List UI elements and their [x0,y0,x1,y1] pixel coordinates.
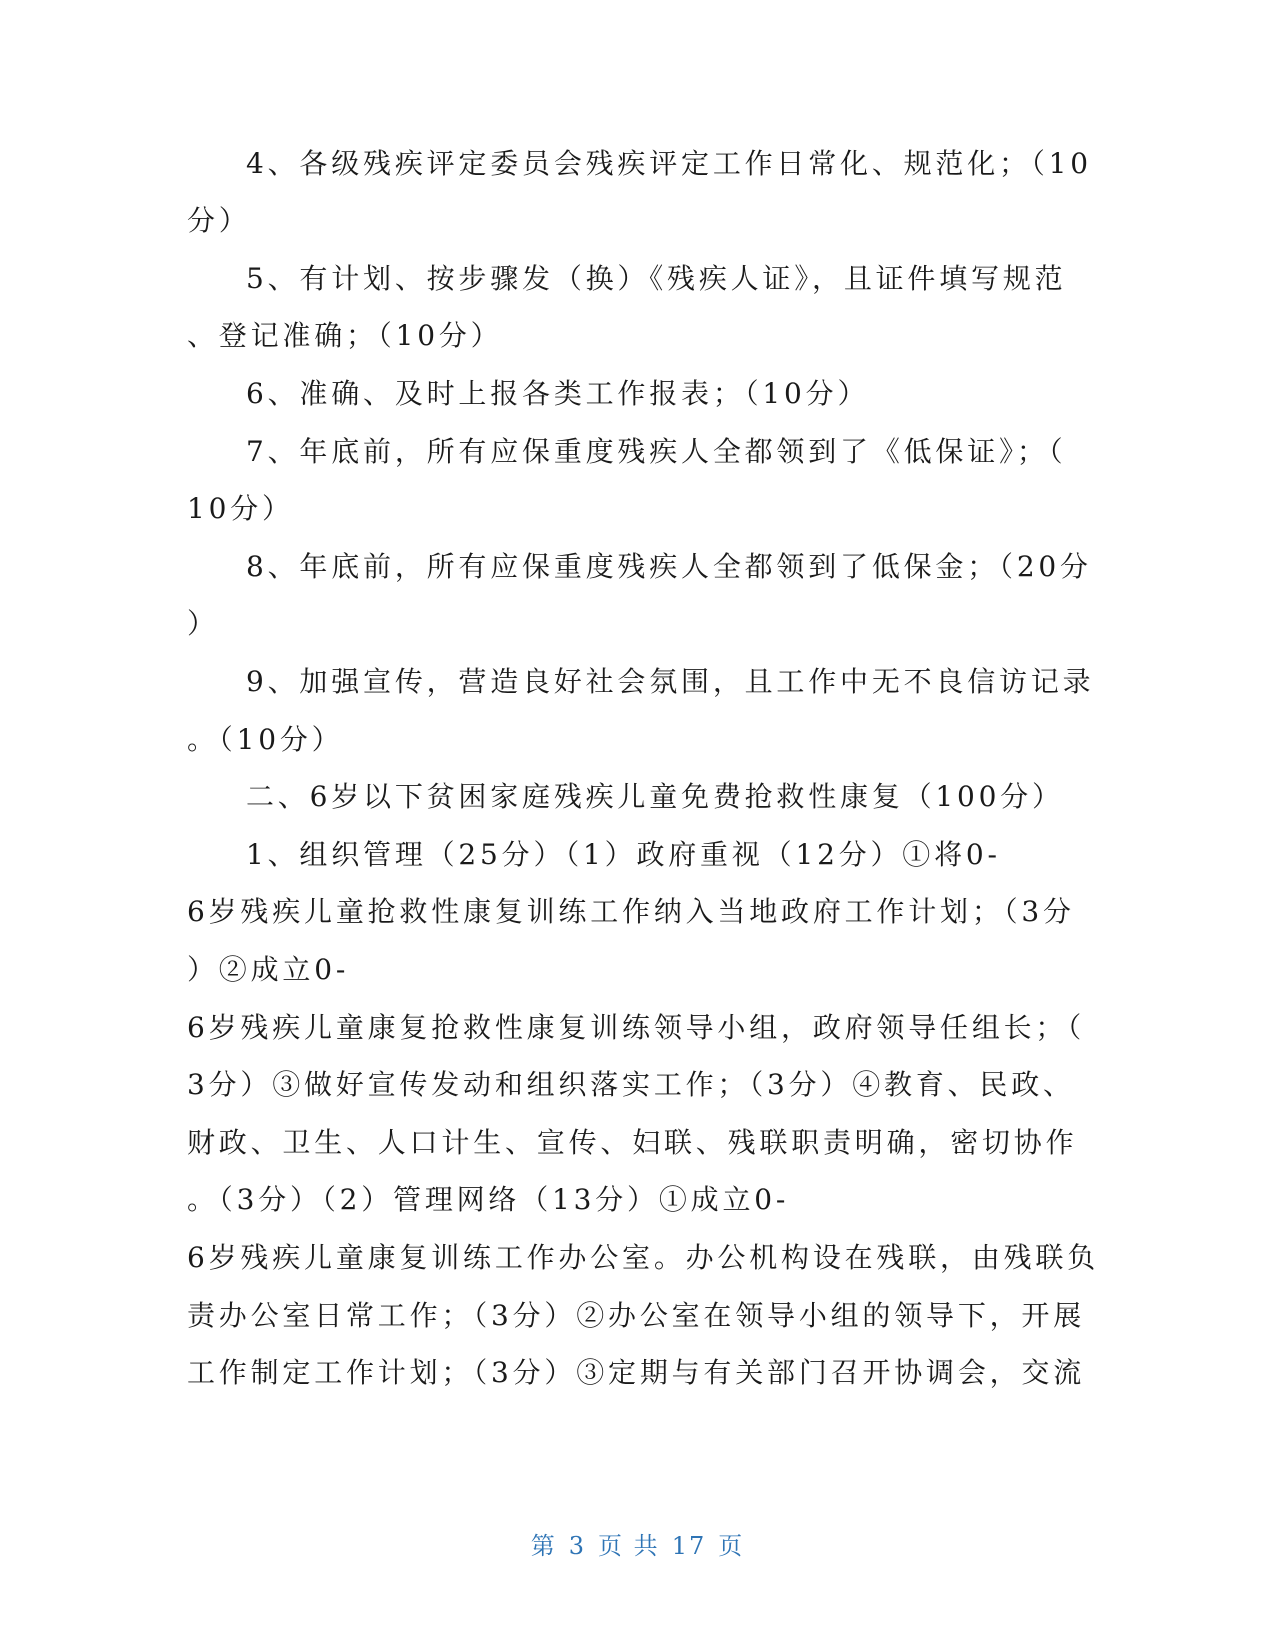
text-line: 10分） [187,492,294,525]
text-line: 7、年底前，所有应保重度残疾人全都领到了《低保证》；（ [246,435,1067,468]
page-footer [0,1530,1275,1562]
footer-middle: 页 共 [598,1532,660,1560]
text-line: 财政、卫生、人口计生、宣传、妇联、残联职责明确，密切协作 [187,1126,1078,1159]
text-line: 6、准确、及时上报各类工作报表；（10分） [246,377,870,410]
text-line: 6岁残疾儿童康复训练工作办公室。办公机构设在残联，由残联负 [187,1241,1100,1274]
text-line: 。（10分） [187,723,344,756]
text-line: 8、年底前，所有应保重度残疾人全都领到了低保金；（20分 [246,550,1092,583]
current-page-number: 3 [568,1532,587,1560]
text-line: 3分）③做好宣传发动和组织落实工作；（3分）④教育、民政、 [187,1068,1075,1101]
text-line: 9、加强宣传，营造良好社会氛围，且工作中无不良信访记录 [246,665,1095,698]
footer-prefix: 第 [530,1532,557,1560]
footer-suffix: 页 [718,1532,745,1560]
text-line: ） [187,607,219,640]
text-line: 1、组织管理（25分）（1）政府重视（12分）①将0- [246,838,1001,871]
text-line: 、登记准确；（10分） [187,319,503,352]
text-line: ）②成立0- [187,953,350,986]
text-line: 4、各级残疾评定委员会残疾评定工作日常化、规范化；（10 [246,147,1092,180]
text-line: 6岁残疾儿童抢救性康复训练工作纳入当地政府工作计划；（3分 [187,895,1075,928]
text-line: 6岁残疾儿童康复抢救性康复训练领导小组，政府领导任组长；（ [187,1011,1086,1044]
text-line: 。（3分）（2）管理网络（13分）①成立0- [187,1183,790,1216]
total-page-count: 17 [671,1532,707,1560]
text-line: 5、有计划、按步骤发（换）《残疾人证》，且证件填写规范 [246,262,1067,295]
text-line: 分） [187,204,251,237]
text-line: 工作制定工作计划；（3分）③定期与有关部门召开协调会，交流 [187,1356,1086,1389]
text-line: 责办公室日常工作；（3分）②办公室在领导小组的领导下，开展 [187,1299,1086,1332]
section-heading: 二、6岁以下贫困家庭残疾儿童免费抢救性康复（100分） [246,780,1064,813]
